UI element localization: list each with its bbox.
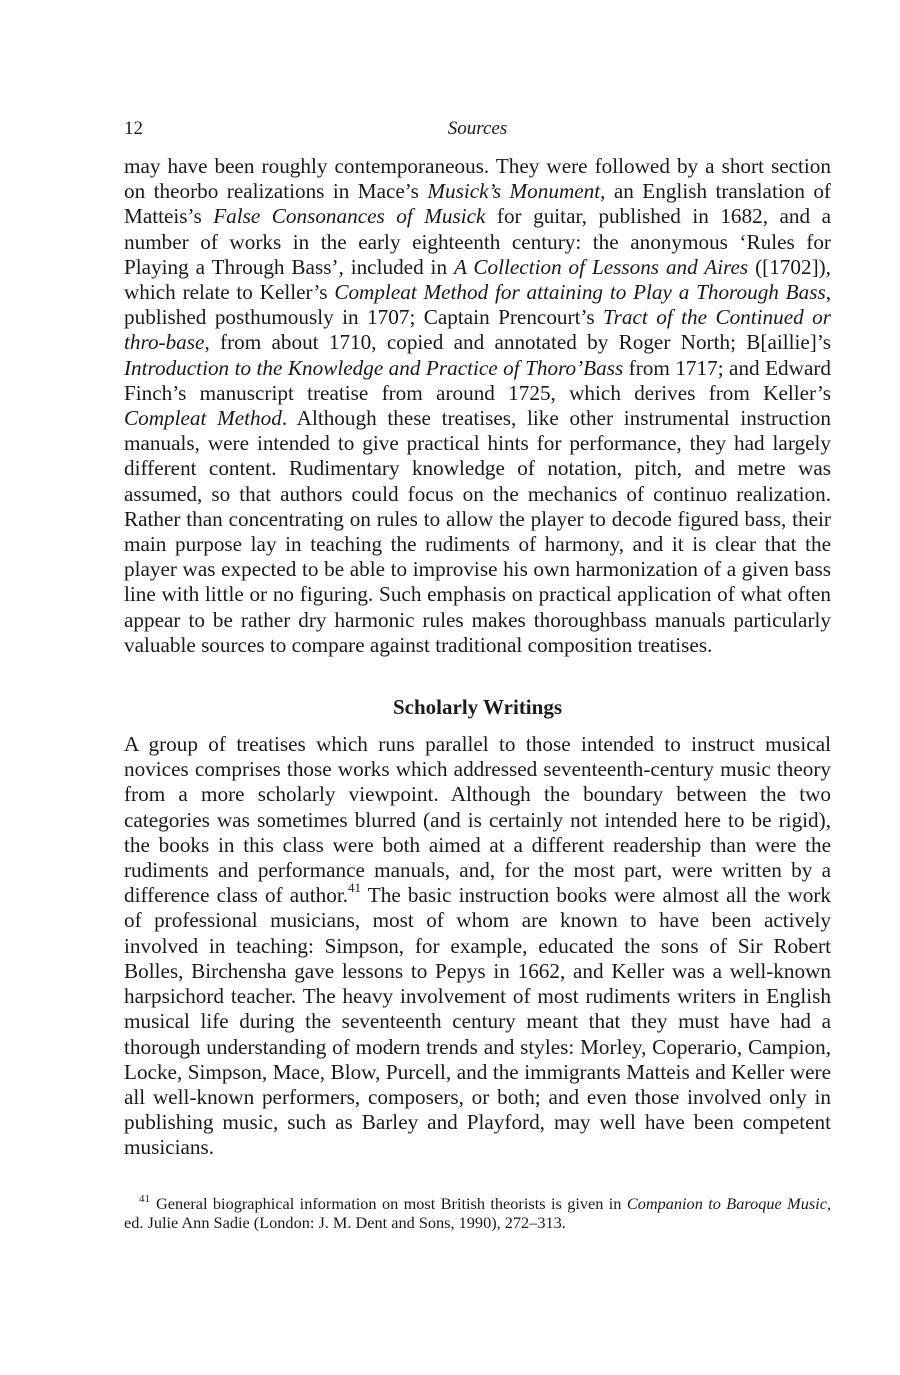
footnote-reference[interactable]: 41 xyxy=(348,880,362,896)
text-run: . Although these treatises, like other instrumental instruction manuals, were intended to give practical hints for performance, they had largely different content. Rudimentary knowledge of notation, pitch, and metre was assumed, so that authors could focus on the mechanics of continuo realization. Rather than concentrating on rules to allow the player to decode figured bass, their main purpose lay in teaching the rudiments of harmony, and it is clear that the player was expected to be able to improvise his own harmonization of a given bass line with little or no figuring. Such emphasis on practical application of what often appear to be rather dry harmonic rules makes thoroughbass manuals particularly valuable sources to compare against traditional composition treatises. xyxy=(124,406,831,657)
italic-title: Tract of the Continued or thro-base xyxy=(124,305,832,355)
paragraph-thoroughbass-treatises xyxy=(124,154,831,658)
italic-title: Companion to Baroque Music xyxy=(626,1193,827,1213)
text-run: for guitar, published in 1682, and a number of works in the early eighteenth century: the anonymous ‘Rules for Playing a Through Bass’, included in xyxy=(124,204,831,279)
italic-title: Musick’s Monument xyxy=(427,179,601,204)
footnote-text xyxy=(124,1194,831,1232)
paragraph-text-after-note: The basic instruction books were almost all the work of professional musicians, most of whom are known to have been actively involved in teaching: Simpson, for example, educated the sons of Sir Robert Bolles, Birchensha gave lessons to Pepys in 1662, and Keller was a well-known harpsichord teacher. The heavy involvement of most rudiments writers in English musical life during the seventeenth century meant that they must have had a thorough understanding of modern trends and styles: Morley, Coperario, Campion, Locke, Simpson, Mace, Blow, Purcell, and the immigrants Matteis and Keller were all well-known performers, composers, or both; and even those involved only in publishing music, such as Barley and Playford, may well have been competent musicians. xyxy=(124,883,831,1160)
paragraph-text-before-note: A group of treatises which runs parallel to those intended to instruct musical novices comprises those works which addressed seventeenth-century music theory from a more scholarly viewpoint. Although the boundary between the two categories was sometimes blurred (and is certainly not intended here to be rigid), the books in this class were both aimed at a different readership than were the rudiments and performance manuals, and, for the most part, were written by a difference class of author. xyxy=(124,732,831,908)
footnote xyxy=(124,1194,831,1232)
text-run: , from about 1710, copied and annotated by Roger North; B[aillie]’s xyxy=(204,330,831,355)
italic-title: False Consonances of Musick xyxy=(213,204,486,229)
italic-title: Compleat Method xyxy=(124,406,282,431)
italic-title: A Collection of Lessons and Aires xyxy=(453,254,749,279)
running-head xyxy=(124,116,831,142)
page-number: 12 xyxy=(124,118,143,139)
paragraph-scholarly-writings xyxy=(124,732,831,1160)
footnote-number: 41 xyxy=(139,1193,150,1206)
text-run: , an English translation of Matteis’s xyxy=(124,179,831,229)
running-title: Sources xyxy=(447,118,508,139)
text-run: , ed. Julie Ann Sadie (London: J. M. Dent and Sons, 1990), 272–313. xyxy=(124,1193,832,1232)
italic-title: Compleat Method for attaining to Play a Thorough Bass xyxy=(334,280,826,305)
italic-title: Introduction to the Knowledge and Practice of Thoro’Bass xyxy=(124,355,624,380)
text-run: ([1702]), which relate to Keller’s xyxy=(124,254,831,305)
book-page xyxy=(124,116,831,1232)
text-run: from 1717; and Edward Finch’s manuscript treatise from around 1725, which derives from Keller’s xyxy=(124,355,831,405)
text-run: General biographical information on most British theorists is given in xyxy=(156,1193,627,1213)
text-run: , published posthumously in 1707; Captain Prencourt’s xyxy=(124,280,831,330)
text-run: may have been roughly contemporaneous. They were followed by a short section on theorbo realizations in Mace’s xyxy=(124,154,831,204)
section-heading: Scholarly Writings xyxy=(393,695,562,720)
